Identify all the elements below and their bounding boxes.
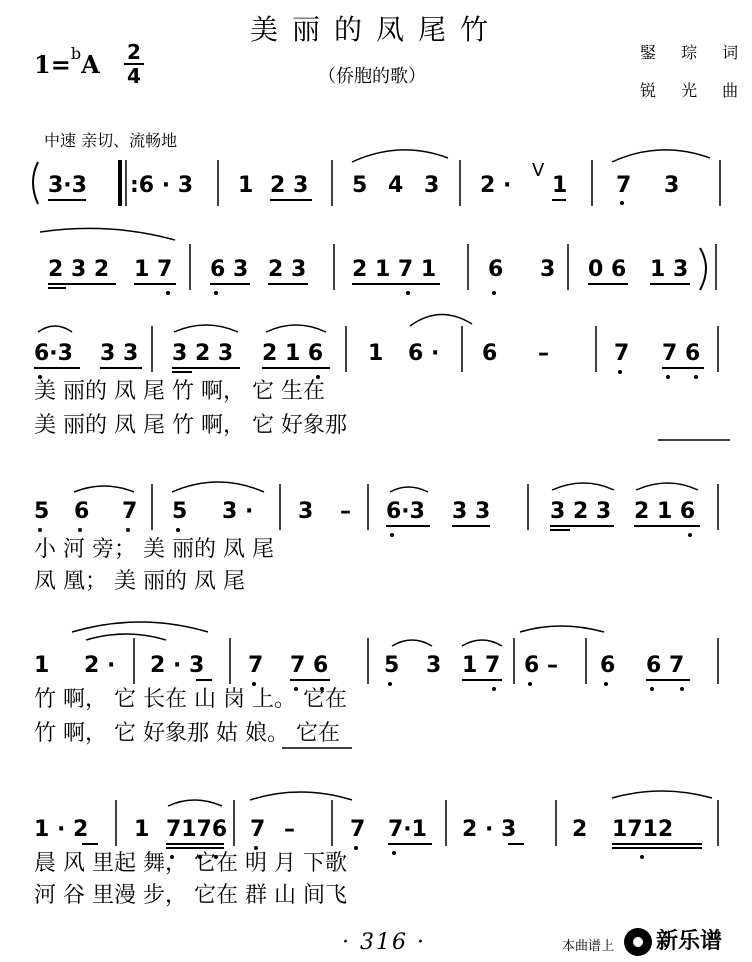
svg-text:3 3: 3 3 xyxy=(100,341,139,366)
svg-text:6: 6 xyxy=(488,257,504,282)
svg-text:2 3: 2 3 xyxy=(268,257,307,282)
svg-text:5: 5 xyxy=(172,499,188,524)
row-3-lyrics-2: 美 丽的 凤 尾 竹 啊， 它 好象那 xyxy=(34,413,347,438)
score-row-1 xyxy=(33,150,720,206)
score-row-4 xyxy=(34,482,718,594)
svg-text:7: 7 xyxy=(616,173,632,198)
svg-text:2 1 6: 2 1 6 xyxy=(262,341,324,366)
svg-text:3 2 3: 3 2 3 xyxy=(172,341,234,366)
svg-text:1: 1 xyxy=(552,173,568,198)
svg-text:3: 3 xyxy=(426,653,442,678)
svg-text:2 1 6: 2 1 6 xyxy=(634,499,696,524)
svg-text:1 7: 1 7 xyxy=(462,653,501,678)
row-4-lyrics-2: 凤 凰； 美 丽的 凤 尾 xyxy=(34,569,245,594)
svg-text:6: 6 xyxy=(600,653,616,678)
svg-text:2 ·: 2 · xyxy=(84,653,116,678)
song-title: 美丽的凤尾竹 xyxy=(249,13,502,46)
svg-text:3: 3 xyxy=(298,499,314,524)
svg-text:7 6: 7 6 xyxy=(662,341,701,366)
svg-text:1712: 1712 xyxy=(612,817,674,842)
row-5-lyrics-2: 竹 啊， 它 好象那 姑 娘。 它在 xyxy=(34,721,340,746)
score-row-2 xyxy=(40,228,716,295)
time-signature-bottom: 4 xyxy=(127,64,141,88)
svg-text:1: 1 xyxy=(238,173,254,198)
svg-text:6: 6 xyxy=(74,499,90,524)
svg-text:6 –: 6 – xyxy=(524,653,558,678)
svg-text:7: 7 xyxy=(614,341,630,366)
key-prefix: 1= xyxy=(34,50,71,79)
svg-text:3: 3 xyxy=(664,173,680,198)
svg-text:7176: 7176 xyxy=(166,817,228,842)
watermark-logo: 新乐谱 xyxy=(656,929,723,954)
svg-text:7: 7 xyxy=(248,653,264,678)
svg-text:3 2 3: 3 2 3 xyxy=(550,499,612,524)
svg-text:–: – xyxy=(340,499,351,524)
svg-text:6 7: 6 7 xyxy=(646,653,685,678)
key-flat: b xyxy=(70,44,82,63)
svg-text:3: 3 xyxy=(424,173,440,198)
row-6-lyrics-1: 晨 风 里起 舞， 它在 明 月 下歌 xyxy=(34,851,347,876)
svg-text:1: 1 xyxy=(368,341,384,366)
svg-text:2 3 2: 2 3 2 xyxy=(48,257,110,282)
svg-text:1 · 2: 1 · 2 xyxy=(34,817,89,842)
svg-text:1 3: 1 3 xyxy=(650,257,689,282)
svg-text:3·3: 3·3 xyxy=(48,173,87,198)
svg-text:5: 5 xyxy=(352,173,368,198)
svg-text:6·3: 6·3 xyxy=(386,499,425,524)
page-number: · 316 · xyxy=(342,930,426,955)
svg-text:6: 6 xyxy=(482,341,498,366)
tempo-marking: 中速 亲切、流畅地 xyxy=(44,131,178,150)
svg-text:2 ·: 2 · xyxy=(480,173,512,198)
svg-text:3: 3 xyxy=(540,257,556,282)
svg-text:2 · 3: 2 · 3 xyxy=(150,653,205,678)
svg-text:7 6: 7 6 xyxy=(290,653,329,678)
row-4-lyrics-1: 小 河 旁； 美 丽的 凤 尾 xyxy=(34,537,274,562)
svg-text:0 6: 0 6 xyxy=(588,257,627,282)
row-5-lyrics-1: 竹 啊， 它 长在 山 岗 上。 它在 xyxy=(34,687,347,712)
svg-text:–: – xyxy=(538,341,549,366)
svg-text:7: 7 xyxy=(250,817,266,842)
svg-text::6 · 3: :6 · 3 xyxy=(130,173,194,198)
score-row-6 xyxy=(34,791,718,908)
svg-text:5: 5 xyxy=(384,653,400,678)
score-row-3 xyxy=(34,314,730,440)
svg-text:2 1 7 1: 2 1 7 1 xyxy=(352,257,437,282)
svg-text:2 3: 2 3 xyxy=(270,173,309,198)
svg-text:V: V xyxy=(532,160,545,181)
svg-text:6 ·: 6 · xyxy=(408,341,440,366)
song-subtitle: （侨胞的歌） xyxy=(318,66,426,87)
svg-text:7: 7 xyxy=(122,499,138,524)
row-6-lyrics-2: 河 谷 里漫 步， 它在 群 山 间飞 xyxy=(34,883,347,908)
svg-text:–: – xyxy=(284,817,295,842)
svg-text:6·3: 6·3 xyxy=(34,341,73,366)
svg-text:7: 7 xyxy=(350,817,366,842)
svg-text:7·1: 7·1 xyxy=(388,817,427,842)
svg-text:5: 5 xyxy=(34,499,50,524)
key-note: A xyxy=(81,50,100,79)
svg-text:1: 1 xyxy=(34,653,50,678)
svg-text:2 · 3: 2 · 3 xyxy=(462,817,517,842)
watermark-caption: 本曲谱上 xyxy=(562,939,615,954)
composer-credit: 锐 光 曲 xyxy=(640,81,749,100)
svg-text:3 3: 3 3 xyxy=(452,499,491,524)
time-signature-top: 2 xyxy=(127,40,141,64)
lyricist-credit: 鋻 琮 词 xyxy=(640,43,749,62)
svg-text:1 7: 1 7 xyxy=(134,257,173,282)
svg-text:6 3: 6 3 xyxy=(210,257,249,282)
svg-text:3 ·: 3 · xyxy=(222,499,254,524)
music-disc-icon xyxy=(624,928,652,956)
row-3-lyrics-1: 美 丽的 凤 尾 竹 啊， 它 生在 xyxy=(34,379,325,404)
svg-text:4: 4 xyxy=(388,173,404,198)
svg-text:2: 2 xyxy=(572,817,588,842)
svg-text:1: 1 xyxy=(134,817,150,842)
score-row-5 xyxy=(34,622,718,748)
